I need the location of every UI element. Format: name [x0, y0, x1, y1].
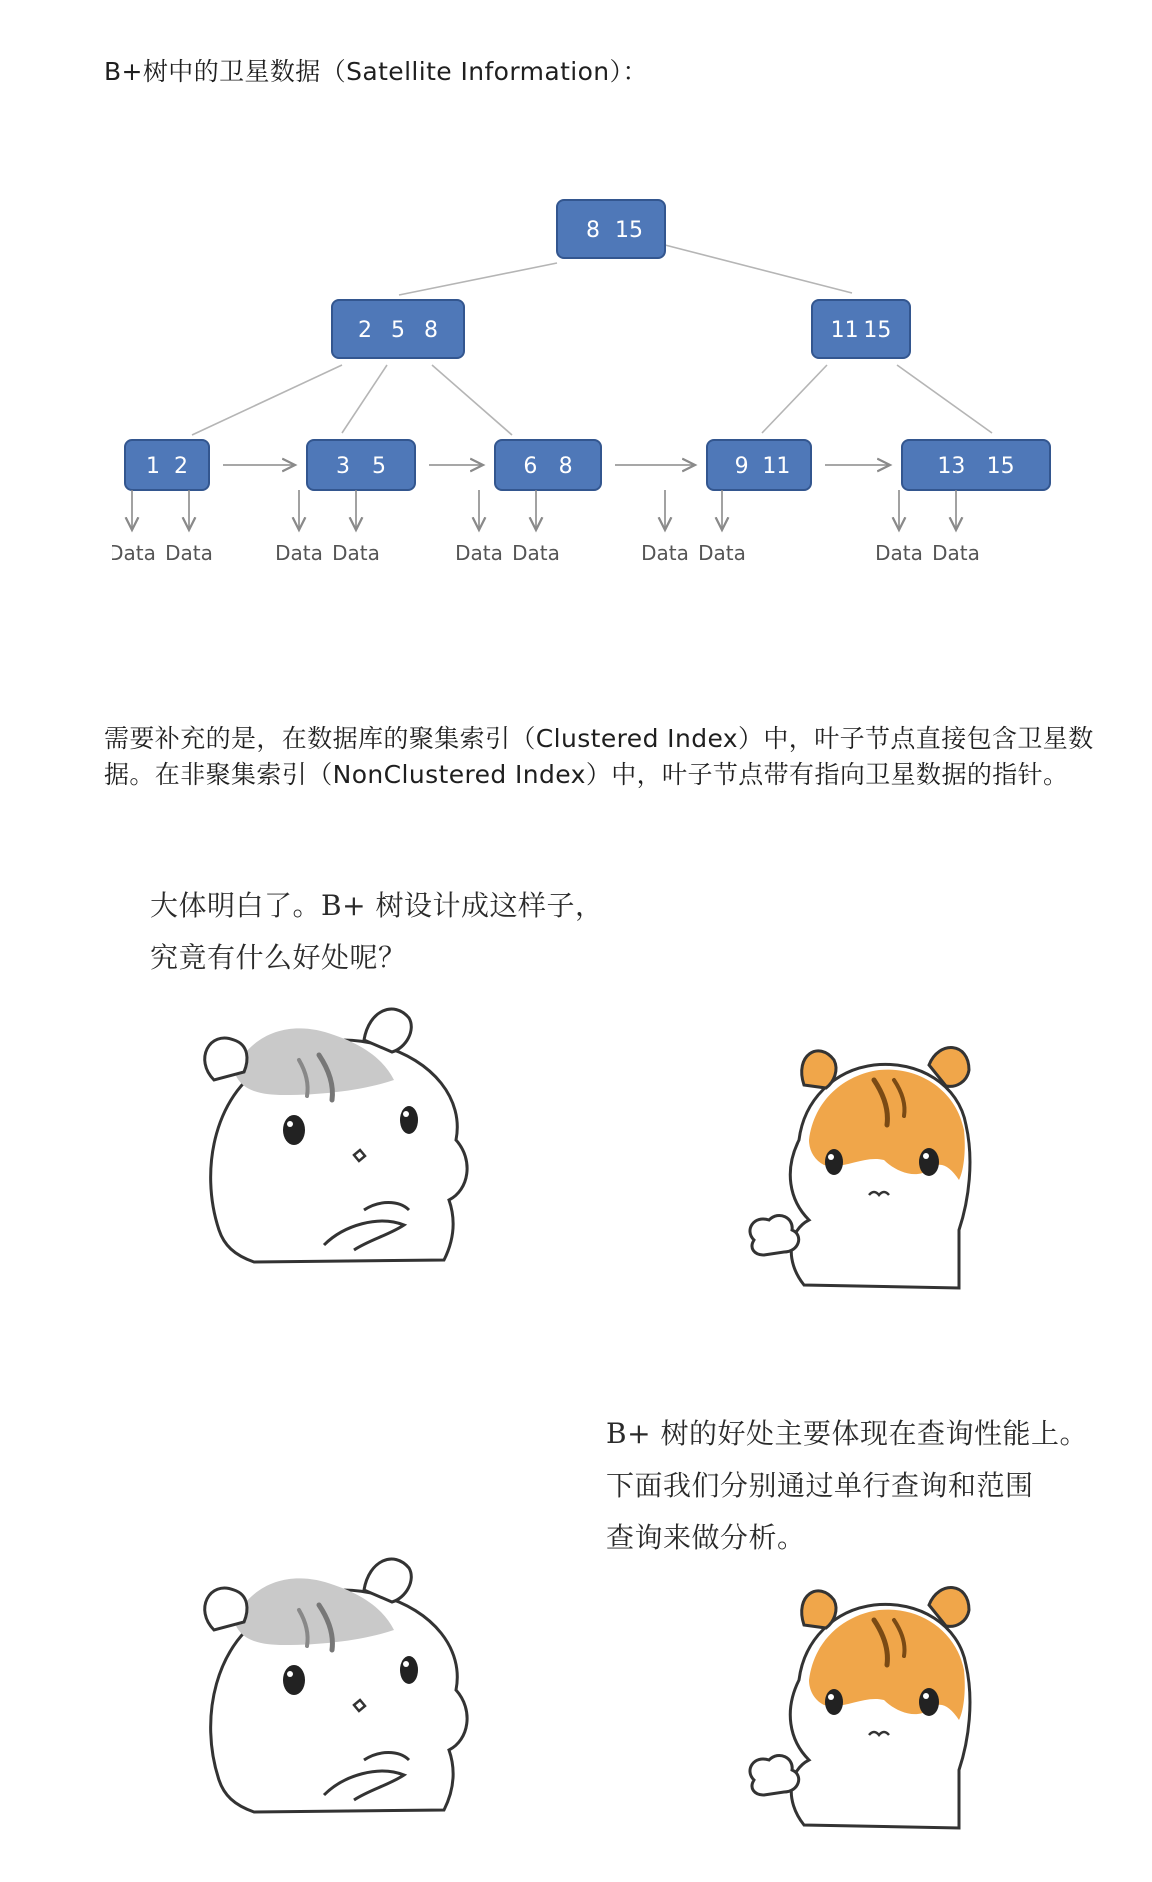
tree-key: 6	[523, 454, 538, 479]
tree-key: 8	[558, 454, 573, 479]
comic-panel-2	[104, 1400, 1114, 1840]
data-label: Data	[275, 541, 323, 565]
data-label: Data	[512, 541, 560, 565]
tree-key: 5	[391, 318, 405, 343]
speech-bubble-1	[150, 880, 603, 984]
tree-key: 15	[615, 218, 643, 243]
data-label: Data	[455, 541, 503, 565]
tree-edge	[399, 263, 557, 295]
tree-key: 8	[424, 318, 438, 343]
tree-key: 2	[174, 454, 188, 479]
speech-line: 查询来做分析。	[606, 1521, 806, 1554]
tree-key: 11	[830, 318, 859, 343]
speech-bubble-2	[606, 1408, 1088, 1564]
tree-edge	[897, 365, 992, 433]
bplus-tree-svg	[112, 175, 1122, 635]
data-label: Data	[698, 541, 746, 565]
comic-panel-1	[104, 860, 1114, 1290]
grey-hamster-illustration	[194, 1550, 474, 1840]
data-label: Data	[165, 541, 213, 565]
tree-key: 2	[358, 318, 372, 343]
bplus-tree-diagram	[112, 175, 1122, 635]
orange-hamster-illustration	[734, 1030, 994, 1290]
tree-key: 15	[863, 318, 892, 343]
root-node	[557, 200, 665, 258]
tree-key: 3	[336, 454, 350, 479]
grey-hamster-illustration	[194, 1000, 474, 1290]
tree-key: 11	[762, 454, 791, 479]
tree-edge	[432, 365, 512, 435]
speech-line: 究竟有什么好处呢？	[150, 941, 407, 974]
speech-line: 大体明白了。B+ 树设计成这样子，	[150, 889, 604, 922]
leaf-node	[902, 440, 1050, 490]
leaf-node	[307, 440, 415, 490]
body-paragraph: 需要补充的是，在数据库的聚集索引（Clustered Index）中，叶子节点直接包含卫星数据。在非聚集索引（NonClustered Index）中，叶子节点带有指向卫星数据的指针。	[104, 724, 1094, 789]
data-label: Data	[332, 541, 380, 565]
leaf-node	[707, 440, 811, 490]
tree-edge	[762, 365, 827, 433]
speech-line: 下面我们分别通过单行查询和范围	[606, 1469, 1034, 1502]
tree-edge	[665, 245, 852, 293]
data-label: Data	[875, 541, 923, 565]
speech-line: B+ 树的好处主要体现在查询性能上。	[606, 1417, 1088, 1450]
tree-edge	[192, 365, 342, 435]
data-label: Data	[641, 541, 689, 565]
tree-key: 15	[986, 454, 1015, 479]
internal-node	[812, 300, 910, 358]
tree-key: 5	[372, 454, 386, 479]
heading-text: B+树中的卫星数据（Satellite Information）：	[104, 57, 648, 86]
tree-key: 9	[734, 454, 749, 479]
leaf-node	[495, 440, 601, 490]
tree-key: 1	[146, 454, 160, 479]
data-label: Data	[932, 541, 980, 565]
tree-key: 8	[586, 218, 600, 243]
data-label: Data	[112, 541, 156, 565]
leaf-node	[125, 440, 209, 490]
tree-edge	[342, 365, 387, 433]
tree-key: 13	[937, 454, 966, 479]
orange-hamster-illustration	[734, 1570, 994, 1830]
